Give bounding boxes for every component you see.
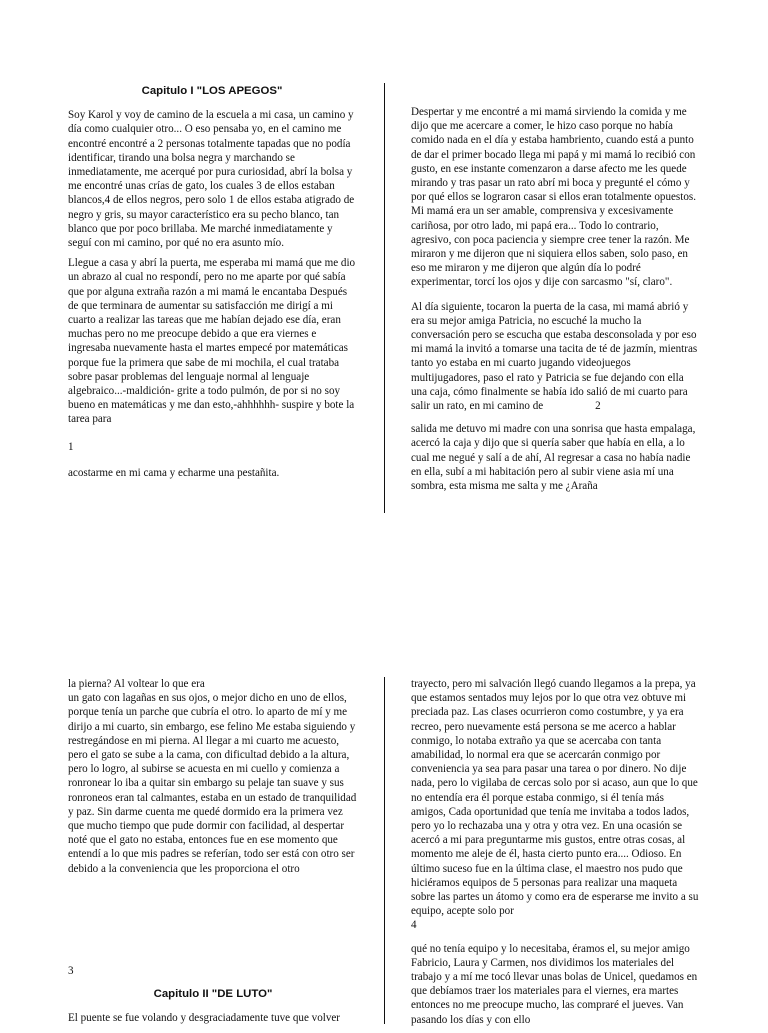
column-divider — [384, 83, 385, 513]
paragraph: Despertar y me encontré a mi mamá sirviendo la comida y me dijo que me acercare a comer, le hizo caso porque no había comido nada en el día y estaba hambriento, cuando está a punto de dar el primer bocado llega mi papá y mi mamá lo recibió con gusto, en ese instante comenzaron a darse afecto me les quede mirando y tras pasar un rato abrí mi boca y pregunté el cómo y por qué ellos se lograron casar si ellos eran totalmente opuestos. Mi mamá era un ser amable, comprensiva y excesivamente cariñosa, por otro lado, mi papá era... Todo lo contrario, agresivo, con poca paciencia y siempre cree tener la razón. Me miraron y me dijeron que ni siquiera ellos saben, solo paso, en eso me miraron y me dijeron que algún día lo podré experimentar, torcí los ojos y dije con sarcasmo "sí, claro". — [411, 106, 696, 289]
page-2-column — [411, 105, 701, 499]
page-3-column — [68, 677, 358, 1031]
paragraph: Llegue a casa y abrí la puerta, me esperaba mi mamá que me dio un abrazo al cual no respondí, pero no me aparte por qué sabía que por alguna extraña razón a mi mamá le encantaba Después de que terminara de aumentar su satisfacción me dirigí a mi cuarto a realizar las tareas que me habían dejado ese día, eran muchas pero no me preocupe debido a que era viernes e ingresaba nuevamente hasta el martes empecé por matemáticas porque fue la primera que sabe de mi mochila, el cual trataba sobre pasar problemas del lenguaje normal al lenguaje algebraico...-maldición- grite a todo pulmón, de por si no soy bueno en matemáticas y me dan esto,-ahhhhhh- suspire y bote la tarea para — [68, 257, 356, 426]
page-1-column — [68, 84, 356, 486]
paragraph: Soy Karol y voy de camino de la escuela a mi casa, un camino y día como cualquier otro... O eso pensaba yo, en el camino me encontré encontré a 2 personas totalmente tapadas que no podía identificar, tirando una bolsa negra y marchando se inmediatamente, me acerqué por pura curiosidad, abrí la bolsa y me encontré unas crías de gato, los cuales 3 de ellos estaban blancos,4 de ellos negros, pero solo 1 de ellos estaba atigrado de negro y gris, su mayor característico era su pecho blanco, tan blanco que por poco brillaba. Me marché inmediatamente y seguí con mi camino, por qué no era asunto mío. — [68, 109, 355, 250]
page-number: 1 — [68, 440, 74, 453]
paragraph: un gato con lagañas en sus ojos, o mejor dicho en uno de ellos, porque tenía un parche que cubría el otro. lo aparto de mí y me dirijo a mi cuarto, sin embargo, ese felino Me estaba siguiendo y restregándose en mi pierna. Al llegar a mi cuarto me acuesto, pero el gato se sube a la cama, con dificultad debido a la altura, pero lo logro, al subirse se acuesta en mi cuello y comienza a ronronear lo iba a quitar sin embargo su pelaje tan suave y sus ronroneos eran tal calmantes, estaba en un estado de tranquilidad y paz. Sin darme cuenta me quedé dormido era la primera vez que mucho tiempo que pude dormir con facilidad, al despertar noté que el gato no estaba, entonces fue en ese momento que entendí a lo que mis padres se referían, todo ser está con otro ser debido a la conveniencia que les proporciona el otro — [68, 692, 357, 875]
chapter-2-title: Capitulo II "DE LUTO" — [153, 988, 273, 1001]
page-4-column — [411, 677, 701, 1033]
page-number: 2 — [595, 400, 601, 413]
column-divider — [384, 677, 385, 1024]
paragraph: qué no tenía equipo y lo necesitaba, éramos el, su mejor amigo Fabricio, Laura y Carmen, nos dividimos los materiales del trabajo y a mí me tocó llevar unas bolas de Unicel, quedamos en que debíamos traer los materiales para el viernes, era martes entonces no me preocupe mucho, las compraré el jueves. Van pasando los días y con ello — [411, 942, 698, 1026]
paragraph: la pierna? Al voltear lo que era — [68, 678, 205, 690]
paragraph: salida me detuvo mi madre con una sonrisa que hasta empalaga, acercó la caja y dijo que si quería saber que había en ella, a lo cual me negué y salí a de ahí, Al regresar a casa no había nadie en ella, subí a mi habitación pero al subir viene asia mí una sombra, esta misma me salta y me ¿Araña — [411, 423, 696, 493]
paragraph: El puente se fue volando y desgraciadamente tuve que volver — [68, 1012, 341, 1025]
chapter-1-title: Capitulo I "LOS APEGOS" — [141, 85, 283, 97]
paragraph: Al día siguiente, tocaron la puerta de la casa, mi mamá abrió y era su mejor amiga Patricia, no escuché la mucho la conversación pero se escucha que estaba desconsolada y por eso mi mamá la invitó a tomarse una tacita de té de jazmín, mientras tanto yo estaba en mi cuarto jugando videojuegos multijugadores, paso el rato y Patricia se fue dejando con ella una caja, cómo finalmente se había ido salió de mi cuarto para salir un rato, en mi camino de — [411, 300, 698, 413]
paragraph: acostarme en mi cama y echarme una pestañita. — [68, 466, 280, 479]
page-number: 3 — [68, 964, 74, 977]
page-number: 4 — [411, 919, 417, 932]
paragraph: trayecto, pero mi salvación llegó cuando llegamos a la prepa, ya que estamos sentados muy lejos por lo que otra vez obtuve mi preciada paz. Las clases ocurrieron como costumbre, y ya era recreo, pero nuevamente está persona se me acerco a hablar conmigo, lo notaba extraño ya que se acercaba con tanta amabilidad, lo normal era que se acercarán conmigo por conveniencia ya sea para pasar una tarea o por dinero. No dije nada, pero lo vigilaba de cercas solo por si acaso, aun que lo que no entendía era él porque estaba conmigo, si él tenía más amigos, Cada oportunidad que tenía me invitaba a todos lados, pero yo lo rechazaba una y otra y otra vez. En una ocasión se acercó a mi para preguntarme mis gustos, entre otras cosas, al momento me aleje de él, hasta cierto punto era.... Odioso. En último suceso fue en la última clase, el maestro nos pudo que hiciéramos equipos de 5 personas para realizar una maqueta sobre las partes un átomo y como era de esperarse me invito a su equipo, acepte solo por — [411, 678, 699, 918]
